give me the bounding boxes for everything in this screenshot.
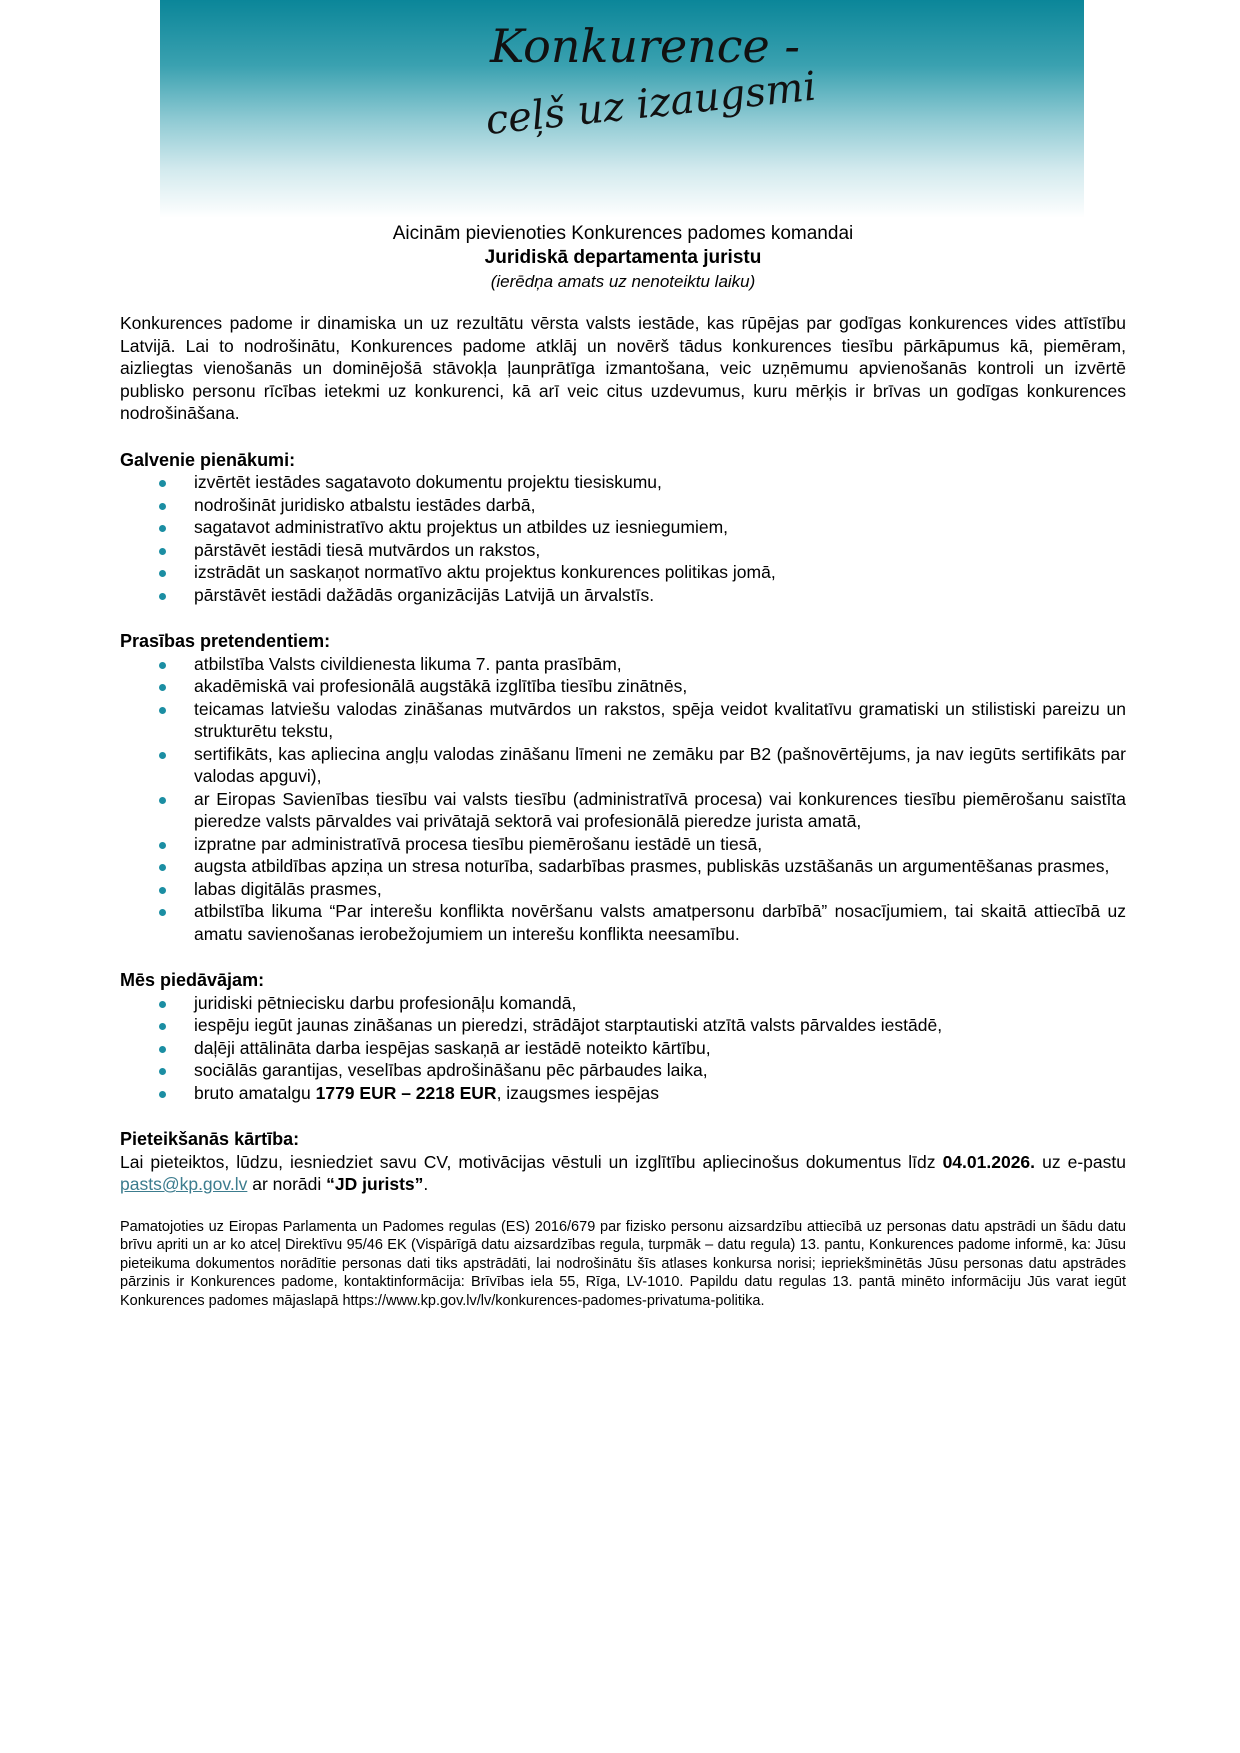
bullet-icon [159, 797, 166, 804]
requirements-title: Prasības pretendentiem: [120, 631, 331, 651]
bullet-icon [159, 707, 166, 714]
list-item: nodrošināt juridisko atbalstu iestādes darbā, [120, 494, 1126, 517]
bullet-icon [159, 1001, 166, 1008]
bullet-icon [159, 662, 166, 669]
list-item: izstrādāt un saskaņot normatīvo aktu projektus konkurences politikas jomā, [120, 561, 1126, 584]
header-banner [160, 0, 1084, 218]
list-item: izpratne par administratīvā procesa tiesību piemērošanu iestādē un tiesā, [120, 833, 1126, 856]
list-item: teicamas latviešu valodas zināšanas mutvārdos un rakstos, spēja veidot kvalitatīvu gramatiski un stilistiski pareizu un strukturētu tekstu, [120, 698, 1126, 743]
position-title: Juridiskā departamenta juristu [484, 247, 762, 268]
list-item: akadēmiskā vai profesionālā augstākā izglītība tiesību zinātnēs, [120, 675, 1126, 698]
list-item: iespēju iegūt jaunas zināšanas un pieredzi, strādājot starptautiski atzītā valsts pārvaldes iestādē, [120, 1014, 1126, 1037]
requirements-list [120, 653, 1126, 946]
slogan-line-2: ceļš uz izaugsmi [483, 63, 819, 145]
intro-paragraph: Konkurences padome ir dinamiska un uz rezultātu vērsta valsts iestāde, kas rūpējas par godīgas konkurences vides attīstību Latvijā. Lai to nodrošinātu, Konkurences padome atklāj un novērš tādus konkurences tiesību pārkāpumus kā, piemēram, aizliegtas vienošanās un dominējošā stāvokļa ļaunprātīga izmantošana, veic uzņēmumu apvienošanās kontroli un izvērtē publisko personu rīcības ietekmi uz konkurenci, kā arī veic citus uzdevumus, kuru mērķis ir brīvas un godīgas konkurences nodrošināšana. [120, 313, 1126, 423]
bullet-icon [159, 548, 166, 555]
bullet-icon [159, 570, 166, 577]
bullet-icon [159, 525, 166, 532]
list-item: juridiski pētniecisku darbu profesionāļu komandā, [120, 992, 1126, 1015]
bullet-icon [159, 842, 166, 849]
offer-list [120, 992, 1126, 1105]
list-item: labas digitālās prasmes, [120, 878, 1126, 901]
document-heading [120, 222, 1126, 294]
bullet-icon [159, 1046, 166, 1053]
application-title: Pieteikšanās kārtība: [120, 1129, 300, 1149]
handwritten-slogan [160, 0, 1084, 218]
list-item: pārstāvēt iestādi dažādās organizācijās Latvijā un ārvalstīs. [120, 584, 1126, 607]
bullet-icon [159, 684, 166, 691]
list-item: atbilstība likuma “Par interešu konflikta novēršanu valsts amatpersonu darbībā” nosacījumiem, tai skaitā attiecībā uz amatu savienošanas ierobežojumiem un interešu konflikta neesamību. [120, 900, 1126, 945]
slogan-line-1: Konkurence - [490, 19, 800, 73]
bullet-icon [159, 480, 166, 487]
bullet-icon [159, 887, 166, 894]
document-body [120, 312, 1126, 1310]
bullet-icon [159, 1068, 166, 1075]
bullet-icon [159, 752, 166, 759]
list-item: ar Eiropas Savienības tiesību vai valsts tiesību (administratīvā procesa) vai konkurences tiesību piemērošanu saistīta pieredze valsts pārvaldes vai privātajā sektorā vai profesionālā pieredze jurista amatā, [120, 788, 1126, 833]
list-item: izvērtēt iestādes sagatavoto dokumentu projektu tiesiskumu, [120, 471, 1126, 494]
application-paragraph: Lai pieteiktos, lūdzu, iesniedziet savu CV, motivācijas vēstuli un izglītību apliecinošus dokumentus līdz 04.01.2026. uz e-pastu pasts@kp.gov.lv ar norādi “JD jurists”. [120, 1151, 1126, 1194]
reference-label: “JD jurists” [326, 1174, 424, 1194]
duties-list [120, 471, 1126, 606]
list-item: sociālās garantijas, veselības apdrošināšanu pēc pārbaudes laika, [120, 1059, 1126, 1082]
bullet-icon [159, 503, 166, 510]
list-item: sertifikāts, kas apliecina angļu valodas zināšanu līmeni ne zemāku par B2 (pašnovērtējums, ja nav iegūts sertifikāts par valodas apguvi), [120, 743, 1126, 788]
list-item: daļēji attālināta darba iespējas saskaņā ar iestādē noteikto kārtību, [120, 1037, 1126, 1060]
bullet-icon [159, 864, 166, 871]
offer-title: Mēs piedāvājam: [120, 970, 265, 990]
duties-title: Galvenie pienākumi: [120, 449, 296, 470]
bullet-icon [159, 593, 166, 600]
email-link[interactable]: pasts@kp.gov.lv [120, 1174, 248, 1194]
privacy-notice: Pamatojoties uz Eiropas Parlamenta un Padomes regulas (ES) 2016/679 par fizisko personu aizsardzību attiecībā uz personas datu apstrādi un šādu datu brīvu apriti un ar ko atceļ Direktīvu 95/46 EK (Vispārīgā datu aizsardzības regula, turpmāk – datu regula) 13. pantu, Konkurences padome informē, ka: Jūsu pieteikuma dokumentos norādītie personas dati tiks apstrādāti, lai nodrošinātu šīs atlases konkursa norisi; iepriekšminētās Jūsu personas datu apstrādes pārzinis ir Konkurences padome, kontaktinformācija: Brīvības iela 55, Rīga, LV-1010. Papildu datu regulas 13. pantā minēto informāciju Jūs varat iegūt Konkurences padomes mājaslapā https://www.kp.gov.lv/lv/konkurences-padomes-privatuma-politika. [120, 1218, 1126, 1309]
position-note: (ierēdņa amats uz nenoteiktu laiku) [490, 272, 756, 291]
list-item: sagatavot administratīvo aktu projektus un atbildes uz iesniegumiem, [120, 516, 1126, 539]
invitation-line: Aicinām pievienoties Konkurences padomes komandai [392, 223, 854, 244]
bullet-icon [159, 1023, 166, 1030]
list-item-salary: bruto amatalgu 1779 EUR – 2218 EUR, izaugsmes iespējas [120, 1082, 1126, 1105]
bullet-icon [159, 909, 166, 916]
deadline-date: 04.01.2026. [942, 1151, 1036, 1172]
list-item: atbilstība Valsts civildienesta likuma 7. panta prasībām, [120, 653, 1126, 676]
bullet-icon [159, 1091, 166, 1098]
salary-range: 1779 EUR – 2218 EUR [315, 1082, 497, 1103]
list-item: augsta atbildības apziņa un stresa noturība, sadarbības prasmes, publiskās uzstāšanās un argumentēšanas prasmes, [120, 855, 1126, 878]
list-item: pārstāvēt iestādi tiesā mutvārdos un rakstos, [120, 539, 1126, 562]
